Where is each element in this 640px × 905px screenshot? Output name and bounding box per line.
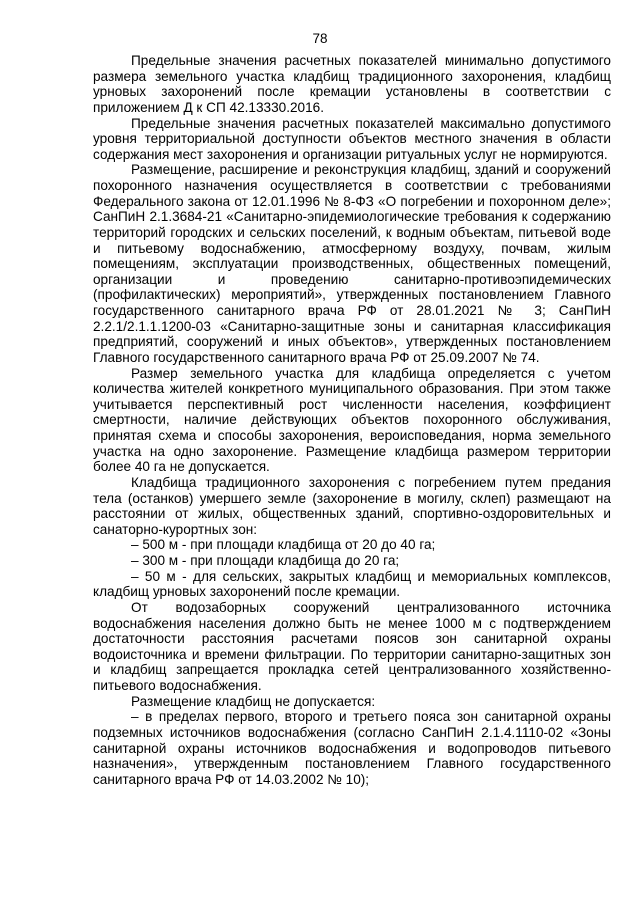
list-item-50m: – 50 м - для сельских, закрытых кладбищ и мемориальных комплексов, кладбищ урновых захоронений после кремации. <box>93 568 611 600</box>
document-body <box>93 53 611 787</box>
paragraph-placement-prohibited: Размещение кладбищ не допускается: <box>131 693 376 709</box>
list-item-300m: – 300 м - при площади кладбища до 20 га; <box>131 553 400 568</box>
list-item-sanitary-zones: – в пределах первого, второго и третьего пояса зон санитарной охраны подземных источников водоснабжения (согласно СанПиН 2.1.4.1110-02 «Зоны санитарной охраны источников водоснабжения и водопроводов питьевого назначения», утвержденным постановлением Главного государственного санитарного врача РФ от 14.03.2002 № 10); <box>93 709 611 787</box>
paragraph-distance-requirements: Кладбища традиционного захоронения с погребением путем предания тела (останков) умершего земле (захоронение в могилу, склеп) размещают на расстоянии от жилых, общественных зданий, спортивно-оздоровительных и санаторно-курортных зон: <box>93 474 611 537</box>
paragraph-water-intake-distance: От водозаборных сооружений централизованного источника водоснабжения населения должно быть не менее 1000 м с подтверждением достаточности расстояния расчетами поясов зон санитарной охраны водоисточника и времени фильтрации. По территории санитарно-защитных зон и кладбищ запрещается прокладка сетей централизованного хозяйственно-питьевого водоснабжения. <box>93 599 611 693</box>
paragraph-placement-requirements: Размещение, расширение и реконструкция кладбищ, зданий и сооружений похоронного назначения осуществляется в соответствии с требованиями Федерального закона от 12.01.1996 № 8-ФЗ «О погребении и похоронном деле»; СанПиН 2.1.3684-21 «Санитарно-эпидемиологические требования к содержанию территорий городских и сельских поселений, к водным объектам, питьевой воде и питьевому водоснабжению, атмосферному воздуху, почвам, жилым помещениям, эксплуатации производственных, общественных помещений, организации и проведению санитарно-противоэпидемических (профилактических) мероприятий», утвержденных постановлением Главного государственного санитарного врача РФ от 28.01.2021 № 3; СанПиН 2.2.1/2.1.1.1200-03 «Санитарно-защитные зоны и санитарная классификация предприятий, сооружений и иных объектов», утвержденных постановлением Главного государственного санитарного врача РФ от 25.09.2007 № 74. <box>93 162 611 365</box>
paragraph-plot-size-determination: Размер земельного участка для кладбища определяется с учетом количества жителей конкретного муниципального образования. При этом также учитывается перспективный рост численности населения, коэффициент смертности, наличие действующих объектов похоронного обслуживания, принятая схема и способы захоронения, вероисповедания, норма земельного участка на одно захоронение. Размещение кладбища размером территории более 40 га не допускается. <box>93 365 611 475</box>
page-number: 78 <box>312 31 328 46</box>
paragraph-cemetery-plot-size: Предельные значения расчетных показателей минимально допустимого размера земельного участка кладбищ традиционного захоронения, кладбищ урновых захоронений после кремации установлены в соответствии с приложением Д к СП 42.13330.2016. <box>93 53 611 115</box>
paragraph-territorial-accessibility: Предельные значения расчетных показателей максимально допустимого уровня территориальной доступности объектов местного значения в области содержания мест захоронения и организации ритуальных услуг не нормируются. <box>93 115 611 162</box>
list-item-500m: – 500 м - при площади кладбища от 20 до 40 га; <box>131 537 436 553</box>
